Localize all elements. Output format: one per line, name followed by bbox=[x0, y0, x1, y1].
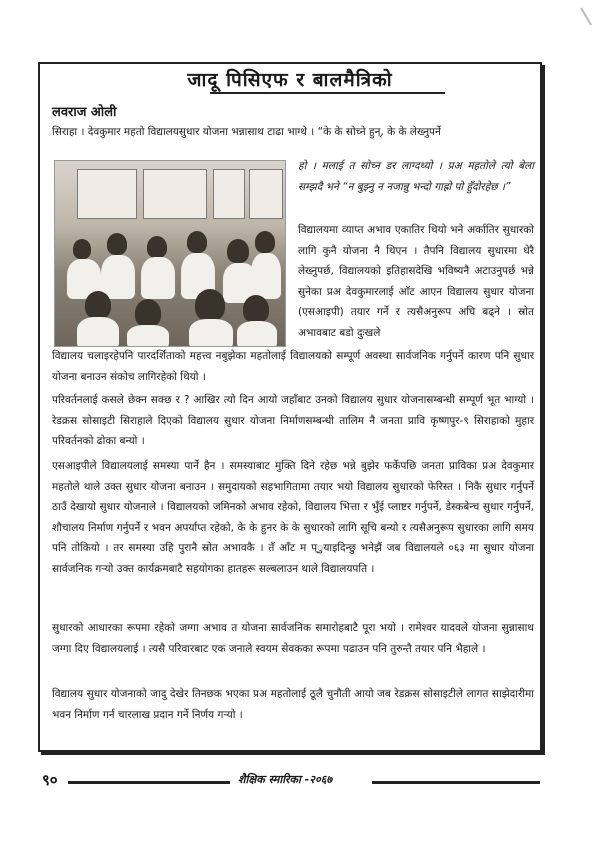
paragraph-1: सिराहा । देवकुमार महतो विद्यालयसुधार योजना भन्नासाथ टाढा भाग्थे । “के के सोच्ने हुन्, के के लेख्नुपर्ने bbox=[52, 126, 441, 138]
article-frame bbox=[38, 62, 542, 752]
wall-chart bbox=[77, 169, 137, 219]
article-title: जादू पिसिएफ र बालमैत्रिको bbox=[187, 69, 393, 91]
paragraph-5: परिवर्तनलाई कसले छेक्न सक्छ र ? आखिर त्यो दिन आयो जहाँबाट उनको विद्यालय सुधार योजनासम्बन्धी सम्पूर्ण भूत भाग्यो । रेडक्रस सोसाइटी सिराहाले दिएको विद्यालय सुधार योजना निर्माणसम्बन्धी तालिम नै जनता प्रावि कृष्णपुर-९ सिराहाको मुहार परिवर्तनको ढोका बन्यो । bbox=[52, 394, 534, 447]
paragraph-7: सुधारको आधारका रूपमा रहेको जग्गा अभाव त योजना सार्वजनिक समारोहबाटै पूरा भयो । रामेश्वर यादवले योजना सुन्नासाथ जग्गा दिए विद्यालयलाई । त्यसै परिवारबाट एक जनाले स्वयम सेवकका रूपमा पढाउन पनि तुरुन्तै तयार पनि भैहाले । bbox=[52, 622, 534, 655]
student-head bbox=[195, 289, 225, 321]
page-number: ९० bbox=[42, 771, 58, 789]
student-head bbox=[107, 233, 127, 255]
wall-chart bbox=[213, 169, 245, 219]
scan-mark bbox=[568, 7, 592, 32]
classroom-photo bbox=[54, 160, 286, 347]
paragraph-2: हो । मलाई त सोच्न डर लाग्दथ्यो । प्रअ महतोले त्यो बेला सम्झदै भने “न बुझ्नु न नजान्नु भन्दो गाह्रो पो हुँदोरहेछ ।” bbox=[298, 160, 534, 193]
student-shirt bbox=[101, 255, 135, 299]
paragraph-3: विद्यालयमा व्याप्त अभाव एकातिर थियो भने अर्कातिर सुधारको लागि कुनै योजना नै थिएन । तैपनि विद्यालय सुधारमा धेरै लेख्नुपर्छ, विद्यालयको इतिहासदेखि भविष्यनै अटाउनुपर्छ भन्ने सुनेका प्रअ देवकुमारलाई आँट आएन विद्यालय सुधार योजना (एसआइपी) तयार गर्ने र त्यसैअनुरूप अघि बढ्ने । स्रोत अभावबाट बडो दुःखले bbox=[298, 224, 534, 339]
student-head bbox=[255, 231, 275, 253]
paragraph-4: विद्यालय चलाइरहेपनि पारदर्शिताको महत्त्व नबुझेका महतोलाई विद्यालयको सम्पूर्ण अवस्था सार्वजनिक गर्नुपर्ने कारण पनि सुधार योजना बनाउन संकोच लागिरहेको थियो । bbox=[52, 350, 534, 383]
student-head bbox=[135, 299, 161, 327]
student-head bbox=[227, 239, 249, 263]
paragraph-6: एसआइपीले विद्यालयलाई समस्या पार्ने हैन । समस्याबाट मुक्ति दिने रहेछ भन्ने बुझेर फर्केपछि जनता प्राविका प्रअ देवकुमार महतोले थाले उक्त सुधार योजना बनाउन । समुदायको सहभागितामा तयार भयो विद्यालय सुधारको फेरिस्त । निकै सुधार गर्नुपर्ने ठाउँ देखायो सुधार योजनाले । विद्यालयको जमिनको अभाव रहेको, विद्यालय भित्ता र भुँई प्लाष्टर गर्नुपर्ने, डेस्कबेन्च सुधार गर्नुपर्ने, शौचालय निर्माण गर्नुपर्ने र भवन अपर्याप्त रहेको, के के हुनर के के सुधारको लागि सूचि बन्यो र त्यसैअनुरूप सुधारका लागि समय पनि तोकियो । तर समस्या उहि पुरानै स्रोत अभावकै । तँ आँट म प्ुयाइदिन्छु भनेझैं जब विद्यालयले ०६३ मा सुधार योजना सार्वजनिक गर्‍यो उक्त कार्यक्रमबाटै सहयोगका हातहरू सल्बलाउन थाले विद्यालयपति । bbox=[52, 460, 534, 575]
footer-rule-left bbox=[68, 781, 230, 784]
student-head bbox=[243, 295, 269, 323]
wall-chart bbox=[143, 169, 207, 219]
page-footer bbox=[0, 770, 594, 800]
student-shirt bbox=[237, 321, 277, 347]
student-head bbox=[73, 239, 91, 259]
wall-chart bbox=[249, 169, 283, 219]
title-underline bbox=[210, 92, 445, 94]
author-name: लवराज ओली bbox=[52, 105, 117, 120]
student-shirt bbox=[141, 257, 175, 299]
student-head bbox=[147, 236, 167, 258]
student-head bbox=[187, 231, 207, 253]
student-head bbox=[85, 291, 111, 319]
student-shirt bbox=[77, 317, 119, 347]
publication-name: शैक्षिक स्मारिका -२०६७ bbox=[238, 773, 333, 786]
student-shirt bbox=[189, 319, 233, 347]
student-shirt bbox=[251, 253, 281, 299]
paragraph-8: विद्यालय सुधार योजनाको जादु देखेर तिनछक भएका प्रअ महतोलाई ठूलै चुनौती आयो जब रेडक्रस सोसाइटीले लागत साझेदारीमा भवन निर्माण गर्न चारलाख प्रदान गर्ने निर्णय गर्‍यो । bbox=[52, 688, 534, 721]
student-shirt bbox=[127, 325, 169, 347]
footer-rule-right bbox=[372, 781, 540, 784]
